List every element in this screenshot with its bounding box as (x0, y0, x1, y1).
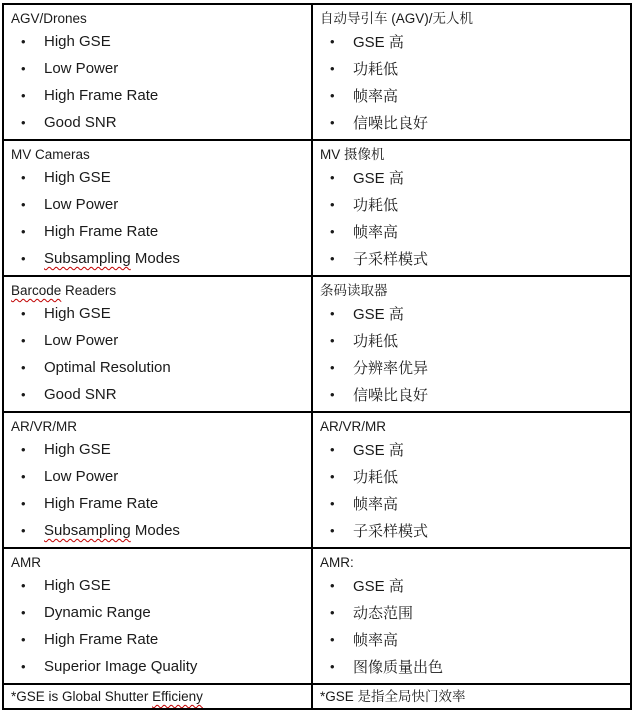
bullet-item (11, 381, 305, 408)
bullet-item (320, 82, 624, 109)
cell-left (3, 412, 312, 548)
table-row (3, 4, 631, 140)
text-segment: AMR (11, 555, 41, 570)
bullet-text (44, 196, 118, 213)
bullet-item (320, 28, 624, 55)
bullet-item (320, 490, 624, 517)
table-body (3, 4, 631, 709)
bullet-icon: • (21, 469, 26, 484)
cell-right (312, 412, 631, 548)
text-segment: High GSE (44, 441, 111, 458)
bullet-icon: • (330, 469, 335, 484)
bullet-text (44, 577, 111, 594)
cell-header (11, 417, 305, 436)
bullet-item (320, 517, 624, 544)
text-segment: *GSE is Global Shutter (11, 689, 153, 704)
bullet-item (320, 599, 624, 626)
text-segment: AGV/Drones (11, 11, 87, 26)
footnote-cell-left (3, 684, 312, 709)
text-segment: Dynamic Range (44, 604, 151, 621)
text-segment: Low Power (44, 60, 119, 77)
text-segment: Modes (130, 522, 180, 539)
footnote-cell-right (312, 684, 631, 709)
bullet-icon: • (21, 34, 26, 49)
footnote-row (3, 684, 631, 709)
text-segment: High Frame Rate (44, 631, 159, 648)
bullet-text (353, 384, 428, 405)
bullet-text (44, 223, 158, 240)
bullet-text (353, 520, 428, 541)
text-segment: 分辨率优异 (353, 360, 429, 377)
bullet-icon: • (330, 251, 335, 266)
bullet-item (320, 653, 624, 680)
bullet-text (44, 386, 117, 403)
cell-header (320, 281, 624, 300)
bullet-item (11, 354, 305, 381)
text-segment: 信噪比良好 (353, 387, 429, 404)
bullet-text (44, 250, 180, 267)
bullet-text (353, 194, 398, 215)
text-segment: AR/VR/MR (320, 419, 387, 434)
bullet-icon: • (330, 197, 335, 212)
cell-header (11, 145, 305, 164)
text-segment: Good SNR (44, 386, 117, 403)
bullet-text (44, 631, 158, 648)
cell-header (320, 145, 624, 164)
bullet-icon: • (21, 88, 26, 103)
misspelled-text: Barcode (11, 283, 62, 298)
bullet-icon: • (330, 523, 335, 538)
text-segment: 子采样模式 (353, 523, 429, 540)
bullet-item (11, 436, 305, 463)
text-segment: Readers (61, 283, 117, 298)
cell-right (312, 140, 631, 276)
feature-comparison-table (2, 3, 632, 710)
cell-left (3, 276, 312, 412)
bullet-item (11, 653, 305, 680)
cell-right (312, 4, 631, 140)
text-segment: AR/VR/MR (11, 419, 78, 434)
bullet-icon: • (330, 659, 335, 674)
bullet-icon: • (330, 360, 335, 375)
text-segment: GSE 高 (353, 170, 404, 187)
bullet-item (320, 463, 624, 490)
bullet-text (44, 495, 158, 512)
bullet-item (11, 218, 305, 245)
bullet-icon: • (330, 34, 335, 49)
text-segment: 自动导引车 (AGV)/无人机 (320, 11, 474, 26)
bullet-icon: • (21, 605, 26, 620)
text-segment: 帧率高 (353, 224, 399, 241)
bullet-text (353, 656, 443, 677)
bullet-item (11, 109, 305, 136)
text-segment: 子采样模式 (353, 251, 429, 268)
text-segment: GSE 高 (353, 306, 404, 323)
bullet-item (11, 517, 305, 544)
text-segment: High GSE (44, 33, 111, 50)
bullet-icon: • (21, 442, 26, 457)
bullet-icon: • (21, 632, 26, 647)
cell-header (11, 281, 305, 300)
bullet-text (44, 468, 118, 485)
bullet-item (11, 55, 305, 82)
bullet-text (44, 60, 118, 77)
text-segment: 功耗低 (353, 333, 399, 350)
bullet-text (44, 305, 111, 322)
misspelled-text: Subsampling (44, 250, 131, 267)
bullet-item (320, 327, 624, 354)
bullet-text (353, 357, 428, 378)
text-segment: High Frame Rate (44, 87, 159, 104)
text-segment: High GSE (44, 305, 111, 322)
bullet-item (11, 572, 305, 599)
bullet-item (11, 599, 305, 626)
bullet-text (353, 167, 404, 188)
bullet-item (320, 191, 624, 218)
text-segment: Modes (130, 250, 180, 267)
text-segment: 功耗低 (353, 61, 399, 78)
bullet-icon: • (21, 659, 26, 674)
bullet-icon: • (330, 496, 335, 511)
bullet-icon: • (21, 523, 26, 538)
bullet-icon: • (21, 224, 26, 239)
cell-header (320, 553, 624, 572)
cell-left (3, 140, 312, 276)
bullet-item (320, 354, 624, 381)
bullet-text (44, 522, 180, 539)
bullet-text (353, 493, 398, 514)
bullet-item (320, 436, 624, 463)
bullet-icon: • (330, 333, 335, 348)
text-segment: GSE 高 (353, 34, 404, 51)
footnote-text (320, 688, 624, 705)
text-segment: GSE 高 (353, 578, 404, 595)
bullet-item (11, 626, 305, 653)
bullet-icon: • (21, 306, 26, 321)
footnote-text (11, 688, 305, 705)
bullet-item (11, 300, 305, 327)
bullet-item (11, 463, 305, 490)
cell-left (3, 548, 312, 684)
bullet-text (353, 466, 398, 487)
bullet-icon: • (21, 61, 26, 76)
text-segment: 帧率高 (353, 496, 399, 513)
bullet-item (320, 164, 624, 191)
bullet-item (320, 109, 624, 136)
text-segment: 帧率高 (353, 632, 399, 649)
cell-left (3, 4, 312, 140)
bullet-text (353, 303, 404, 324)
bullet-text (44, 441, 111, 458)
bullet-text (353, 439, 404, 460)
bullet-icon: • (330, 442, 335, 457)
text-segment: 动态范围 (353, 605, 414, 622)
bullet-icon: • (21, 333, 26, 348)
bullet-text (44, 359, 171, 376)
bullet-item (320, 55, 624, 82)
text-segment: High GSE (44, 577, 111, 594)
bullet-text (353, 248, 428, 269)
text-segment: 条码读取器 (320, 283, 388, 298)
text-segment: Low Power (44, 468, 119, 485)
bullet-icon: • (21, 578, 26, 593)
bullet-text (353, 31, 404, 52)
bullet-item (11, 490, 305, 517)
bullet-text (44, 114, 117, 131)
bullet-text (353, 602, 413, 623)
table-row (3, 412, 631, 548)
text-segment: *GSE 是指全局快门效率 (320, 689, 466, 704)
text-segment: AMR: (320, 555, 354, 570)
bullet-icon: • (330, 61, 335, 76)
cell-header (11, 553, 305, 572)
bullet-icon: • (330, 170, 335, 185)
bullet-icon: • (330, 387, 335, 402)
text-segment: Low Power (44, 196, 119, 213)
bullet-text (353, 58, 398, 79)
bullet-icon: • (330, 578, 335, 593)
bullet-text (353, 629, 398, 650)
text-segment: 功耗低 (353, 197, 399, 214)
text-segment: High GSE (44, 169, 111, 186)
bullet-icon: • (330, 88, 335, 103)
bullet-text (44, 332, 118, 349)
bullet-icon: • (21, 251, 26, 266)
cell-header (11, 9, 305, 28)
cell-right (312, 276, 631, 412)
cell-header (320, 417, 624, 436)
text-segment: Good SNR (44, 114, 117, 131)
bullet-icon: • (21, 197, 26, 212)
text-segment: 图像质量出色 (353, 659, 444, 676)
text-segment: Low Power (44, 332, 119, 349)
bullet-text (353, 221, 398, 242)
bullet-text (44, 604, 151, 621)
cell-header (320, 9, 624, 28)
text-segment: Optimal Resolution (44, 359, 171, 376)
bullet-icon: • (21, 360, 26, 375)
bullet-item (11, 82, 305, 109)
text-segment: GSE 高 (353, 442, 404, 459)
bullet-icon: • (330, 632, 335, 647)
misspelled-text: Subsampling (44, 522, 131, 539)
bullet-item (11, 28, 305, 55)
bullet-text (353, 85, 398, 106)
bullet-item (11, 327, 305, 354)
bullet-item (11, 191, 305, 218)
text-segment: 功耗低 (353, 469, 399, 486)
bullet-icon: • (21, 170, 26, 185)
bullet-text (44, 87, 158, 104)
table-row (3, 276, 631, 412)
bullet-item (320, 245, 624, 272)
bullet-text (44, 658, 197, 675)
text-segment: 帧率高 (353, 88, 399, 105)
bullet-item (320, 218, 624, 245)
bullet-item (320, 626, 624, 653)
bullet-icon: • (21, 115, 26, 130)
bullet-item (320, 381, 624, 408)
bullet-icon: • (21, 496, 26, 511)
bullet-item (11, 245, 305, 272)
bullet-text (353, 575, 404, 596)
bullet-item (320, 572, 624, 599)
text-segment: Superior Image Quality (44, 658, 198, 675)
bullet-item (11, 164, 305, 191)
bullet-text (353, 112, 428, 133)
bullet-text (44, 33, 111, 50)
text-segment: 信噪比良好 (353, 115, 429, 132)
bullet-icon: • (330, 224, 335, 239)
text-segment: MV Cameras (11, 147, 90, 162)
bullet-icon: • (330, 306, 335, 321)
bullet-text (44, 169, 111, 186)
table-row (3, 140, 631, 276)
text-segment: High Frame Rate (44, 495, 159, 512)
text-segment: High Frame Rate (44, 223, 159, 240)
bullet-text (353, 330, 398, 351)
misspelled-text: Efficieny (152, 689, 203, 704)
bullet-item (320, 300, 624, 327)
bullet-icon: • (330, 115, 335, 130)
bullet-icon: • (21, 387, 26, 402)
cell-right (312, 548, 631, 684)
table-row (3, 548, 631, 684)
bullet-icon: • (330, 605, 335, 620)
text-segment: MV 摄像机 (320, 147, 385, 162)
